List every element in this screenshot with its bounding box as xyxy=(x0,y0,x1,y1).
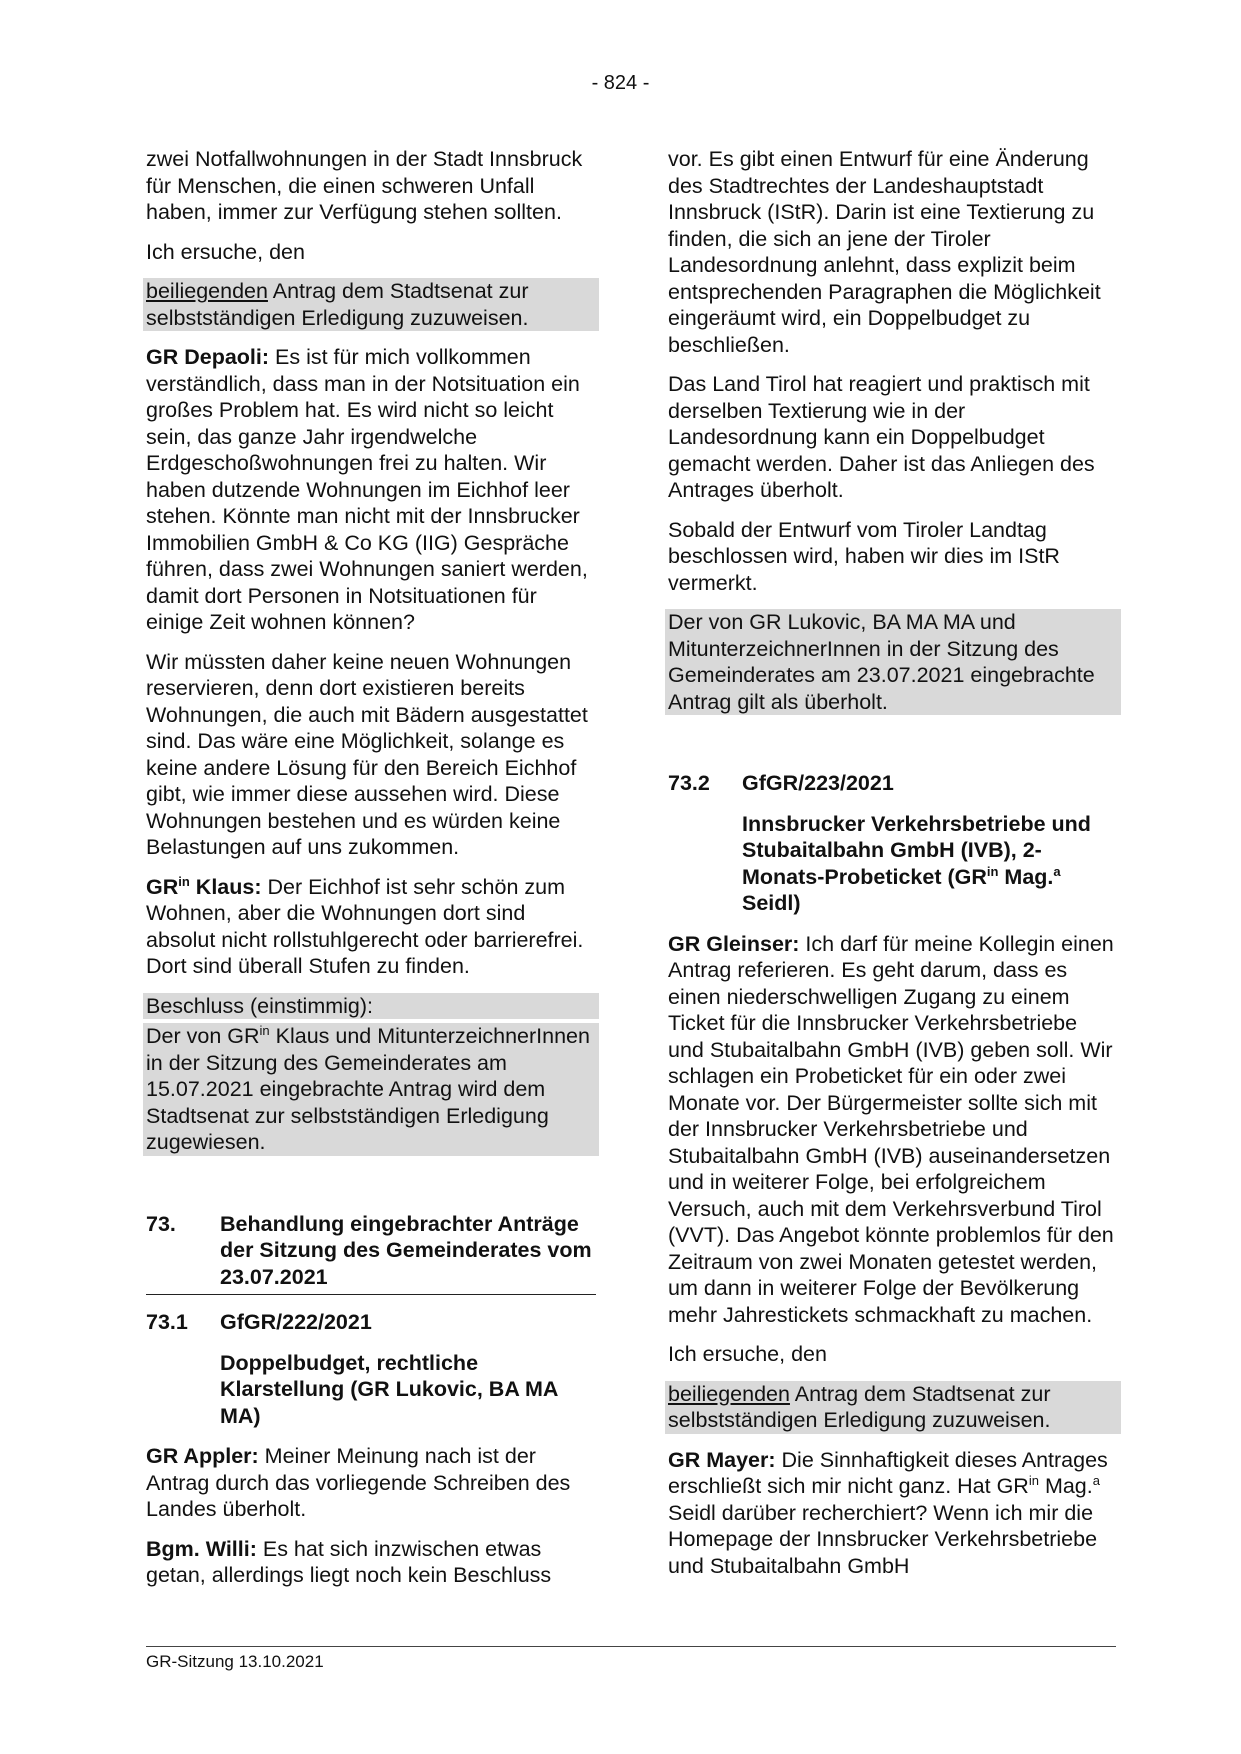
speaker-name xyxy=(146,875,262,899)
speech-appler xyxy=(146,1443,596,1523)
request-text: Antrag dem Stadtsenat zur selbstständigen Erledigung zuzuweisen. xyxy=(668,1381,1051,1432)
speech-gleinser xyxy=(668,931,1118,1329)
speaker-surname: Klaus: xyxy=(189,874,262,899)
left-column xyxy=(146,146,596,1602)
title-part: Innsbrucker Verkehrsbetriebe und Stubaitalbahn GmbH (IVB), 2-Monats-Probeticket (GR xyxy=(742,811,1091,889)
superscript: in xyxy=(1028,1473,1039,1488)
speaker-name: GR Gleinser: xyxy=(668,931,800,956)
paragraph: Das Land Tirol hat reagiert und praktisch mit derselben Textierung wie in der Landesordnung kann ein Doppelbudget gemacht werden. Daher ist das Anliegen des Antrages überholt. xyxy=(668,372,1095,502)
resolution-text: Der von GR Lukovic, BA MA MA und MitunterzeichnerInnen in der Sitzung des Gemeinderates am 23.07.2021 eingebrachte Antrag gilt als überholt. xyxy=(665,609,1121,715)
speaker-name: Bgm. Willi: xyxy=(146,1536,257,1561)
footer-divider xyxy=(146,1646,1116,1647)
speech-text: Der Eichhof ist sehr schön zum Wohnen, aber die Wohnungen dort sind absolut nicht rollstuhlgerecht oder barrierefrei. Dort sind überall Stufen zu finden. xyxy=(146,874,584,978)
speech-mayer xyxy=(668,1447,1118,1580)
superscript: in xyxy=(259,1023,270,1038)
section-code: GfGR/223/2021 xyxy=(742,771,894,795)
speech-text: Es hat sich inzwischen etwas getan, allerdings liegt noch kein Beschluss xyxy=(146,1536,552,1587)
title-part: Mag. xyxy=(998,864,1054,889)
page-number: - 824 - xyxy=(591,72,650,94)
speech-text: Ich darf für meine Kollegin einen Antrag referieren. Es geht darum, dass es einen niederschwelligen Zugang zu einem Ticket für die Innsbrucker Verkehrsbetriebe und Stubaitalbahn GmbH (IVB) geben soll. Wir schlagen ein Probeticket für ein oder zwei Monate vor. Der Bürgermeister sollte sich mit der Innsbrucker Verkehrsbetriebe und Stubaitalbahn GmbH (IVB) auseinandersetzen und in weiterer Folge, bei erfolgreichem Versuch, auch mit dem Verkehrsverbund Tirol (VVT). Das Angebot könnte problemlos für den Zeitraum von zwei Monaten getestet werden, um dann in weiterer Folge der Bevölkerung mehr Jahrestickets schmackhaft zu machen. xyxy=(668,931,1114,1327)
section-73-2-title xyxy=(668,811,1118,917)
right-column xyxy=(668,146,1118,1592)
section-title: Behandlung eingebrachter Anträge der Sitzung des Gemeinderates vom 23.07.2021 xyxy=(220,1211,592,1289)
speech-text: Seidl darüber recherchiert? Wenn ich mir die Homepage der Innsbrucker Verkehrsbetriebe und Stubaitalbahn GmbH xyxy=(668,1500,1098,1578)
speaker-name: GR Depaoli: xyxy=(146,345,270,369)
section-73-1-title: Doppelbudget, rechtliche Klarstellung (GR Lukovic, BA MA MA) xyxy=(220,1350,558,1428)
section-number: 73.2 xyxy=(668,771,710,795)
request-highlight xyxy=(143,278,599,331)
resolution-part: Klaus und MitunterzeichnerInnen in der Sitzung des Gemeinderates am 15.07.2021 eingebrachte Antrag wird dem Stadtsenat zur selbstständigen Erledigung zugewiesen. xyxy=(146,1024,590,1154)
request-text: Antrag dem Stadtsenat zur selbstständigen Erledigung zuzuweisen. xyxy=(146,279,529,330)
speech-willi xyxy=(146,1536,596,1589)
section-73-heading xyxy=(146,1211,596,1296)
speech-text: Meiner Meinung nach ist der Antrag durch das vorliegende Schreiben des Landes überholt. xyxy=(146,1444,571,1521)
speech-depaoli xyxy=(146,344,596,636)
section-73-1-heading xyxy=(146,1309,596,1336)
speech-klaus xyxy=(146,874,596,980)
superscript: in xyxy=(178,873,190,889)
section-code: GfGR/222/2021 xyxy=(220,1310,372,1334)
speaker-name: GR Appler: xyxy=(146,1444,259,1468)
section-73-2-heading xyxy=(668,770,1118,797)
request-underlined: beiliegenden xyxy=(146,279,268,303)
title-part: Seidl) xyxy=(742,891,801,915)
resolution-text xyxy=(143,1023,599,1156)
paragraph: vor. Es gibt einen Entwurf für eine Änderung des Stadtrechtes der Landeshauptstadt Innsbruck (IStR). Darin ist eine Textierung zu finden, die sich an jene der Tiroler Landesordnung anlehnt, dass explizit beim entsprechenden Paragraphen die Möglichkeit eingeräumt wird, ein Doppelbudget zu beschließen. xyxy=(668,147,1101,357)
spacer xyxy=(668,728,1118,770)
speech-text: Mag. xyxy=(1038,1474,1093,1498)
superscript: in xyxy=(986,863,999,879)
spacer xyxy=(146,1169,596,1211)
speech-text: Es ist für mich vollkommen verständlich, dass man in der Notsituation ein großes Problem hat. Es wird nicht so leicht sein, das ganze Jahr irgendwelche Erdgeschoßwohnungen frei zu halten. Wir haben dutzende Wohnungen im Eichhof leer stehen. Könnte man nicht mit der Innsbrucker Immobilien GmbH & Co KG (IIG) Gespräche führen, dass zwei Wohnungen saniert werden, damit dort Personen in Notsituationen für einige Zeit wohnen können? xyxy=(146,345,588,634)
resolution-label: Beschluss (einstimmig): xyxy=(143,993,599,1020)
request-underlined: beiliegenden xyxy=(668,1381,790,1406)
paragraph: Ich ersuche, den xyxy=(146,239,305,264)
section-number: 73. xyxy=(146,1211,176,1236)
superscript: a xyxy=(1092,1473,1100,1488)
paragraph: Sobald der Entwurf vom Tiroler Landtag beschlossen wird, haben wir dies im IStR vermerkt. xyxy=(668,517,1060,595)
request-highlight xyxy=(665,1381,1121,1434)
speaker-name: GR Mayer: xyxy=(668,1447,776,1472)
speaker-title: GR xyxy=(146,874,179,899)
paragraph: zwei Notfallwohnungen in der Stadt Innsbruck für Menschen, die einen schweren Unfall haben, immer zur Verfügung stehen sollten. xyxy=(146,147,583,224)
paragraph: Ich ersuche, den xyxy=(668,1342,827,1366)
footer-text: GR-Sitzung 13.10.2021 xyxy=(146,1652,324,1671)
paragraph: Wir müssten daher keine neuen Wohnungen reservieren, denn dort existieren bereits Wohnungen, die auch mit Bädern ausgestattet sind. Das wäre eine Möglichkeit, solange es keine andere Lösung für den Bereich Eichhof gibt, wie immer diese aussehen wird. Diese Wohnungen bestehen und es würden keine Belastungen auf uns zukommen. xyxy=(146,649,588,859)
section-number: 73.1 xyxy=(146,1310,188,1334)
speech-text: Die Sinnhaftigkeit dieses Antrages erschließt sich mir nicht ganz. Hat GR xyxy=(668,1447,1108,1498)
superscript: a xyxy=(1053,863,1061,879)
resolution-part: Der von GR xyxy=(146,1024,260,1048)
